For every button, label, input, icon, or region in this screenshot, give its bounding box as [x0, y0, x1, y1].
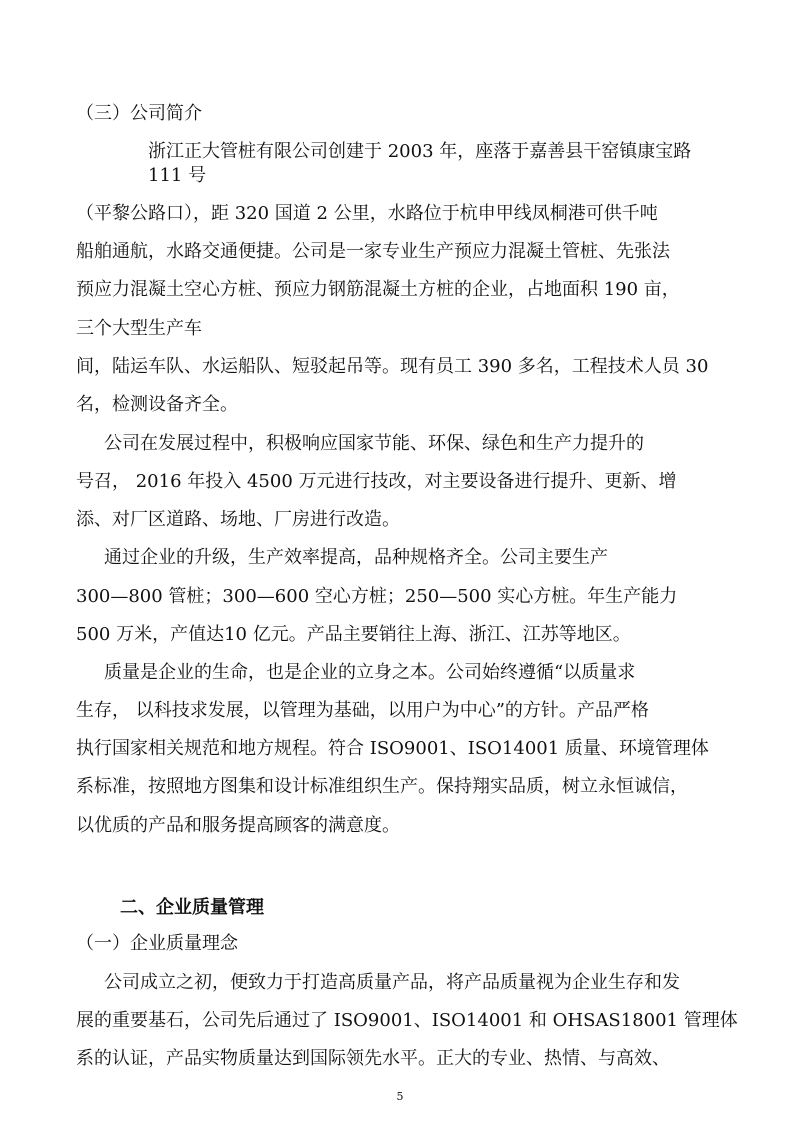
paragraph-line: 展的重要基石，公司先后通过了 ISO9001、ISO14001 和 OHSAS18001 管理体: [76, 1010, 738, 1031]
paragraph-line: 船舶通航，水路交通便捷。公司是一家专业生产预应力混凝土管桩、先张法: [76, 241, 670, 262]
paragraph-line: 生存， 以科技求发展，以管理为基础，以用户为中心”的方针。产品严格: [76, 700, 649, 721]
paragraph-line: 添、对厂区道路、场地、厂房进行改造。: [76, 509, 400, 530]
paragraph-line: 浙江正大管桩有限公司创建于 2003 年，座落于嘉善县干窑镇康宝路: [148, 141, 692, 162]
section-heading: （三）公司简介: [76, 103, 202, 124]
paragraph-line: 300—800 管桩；300—600 空心方桩；250—500 实心方桩。年生产能力: [76, 586, 678, 607]
page-number: 5: [396, 1090, 404, 1103]
section-title: 二、企业质量管理: [120, 897, 264, 918]
paragraph-line: 执行国家相关规范和地方规程。符合 ISO9001、ISO14001 质量、环境管理体: [76, 738, 709, 759]
paragraph-line: 公司在发展过程中，积极响应国家节能、环保、绿色和生产力提升的: [104, 433, 644, 454]
paragraph-line: 名，检测设备齐全。: [76, 394, 238, 415]
paragraph-line: 公司成立之初，便致力于打造高质量产品，将产品质量视为企业生存和发: [104, 972, 680, 993]
paragraph-line: 通过企业的升级，生产效率提高，品种规格齐全。公司主要生产: [104, 547, 608, 568]
paragraph-line: 500 万米，产值达10 亿元。产品主要销往上海、浙江、江苏等地区。: [76, 624, 631, 645]
paragraph-line: 间，陆运车队、水运船队、短驳起吊等。现有员工 390 多名，工程技术人员 30: [76, 356, 709, 377]
paragraph-line: 系标准，按照地方图集和设计标准组织生产。保持翔实品质，树立永恒诚信，: [76, 776, 688, 797]
paragraph-line: 系的认证，产品实物质量达到国际领先水平。正大的专业、热情、与高效、: [76, 1048, 670, 1069]
paragraph-line: 以优质的产品和服务提高顾客的满意度。: [76, 815, 400, 836]
paragraph-line: 质量是企业的生命，也是企业的立身之本。公司始终遵循“以质量求: [104, 662, 636, 683]
section-subheading: （一）企业质量理念: [76, 933, 238, 954]
paragraph-line: 号召， 2016 年投入 4500 万元进行技改，对主要设备进行提升、更新、增: [76, 471, 677, 492]
paragraph-line: 三个大型生产车: [76, 318, 202, 339]
paragraph-line: 预应力混凝土空心方桩、预应力钢筋混凝土方桩的企业，占地面积 190 亩，: [76, 279, 680, 300]
paragraph-line: （平黎公路口），距 320 国道 2 公里，水路位于杭申甲线凤桐港可供千吨: [76, 203, 658, 224]
paragraph-line: 111 号: [148, 165, 207, 186]
